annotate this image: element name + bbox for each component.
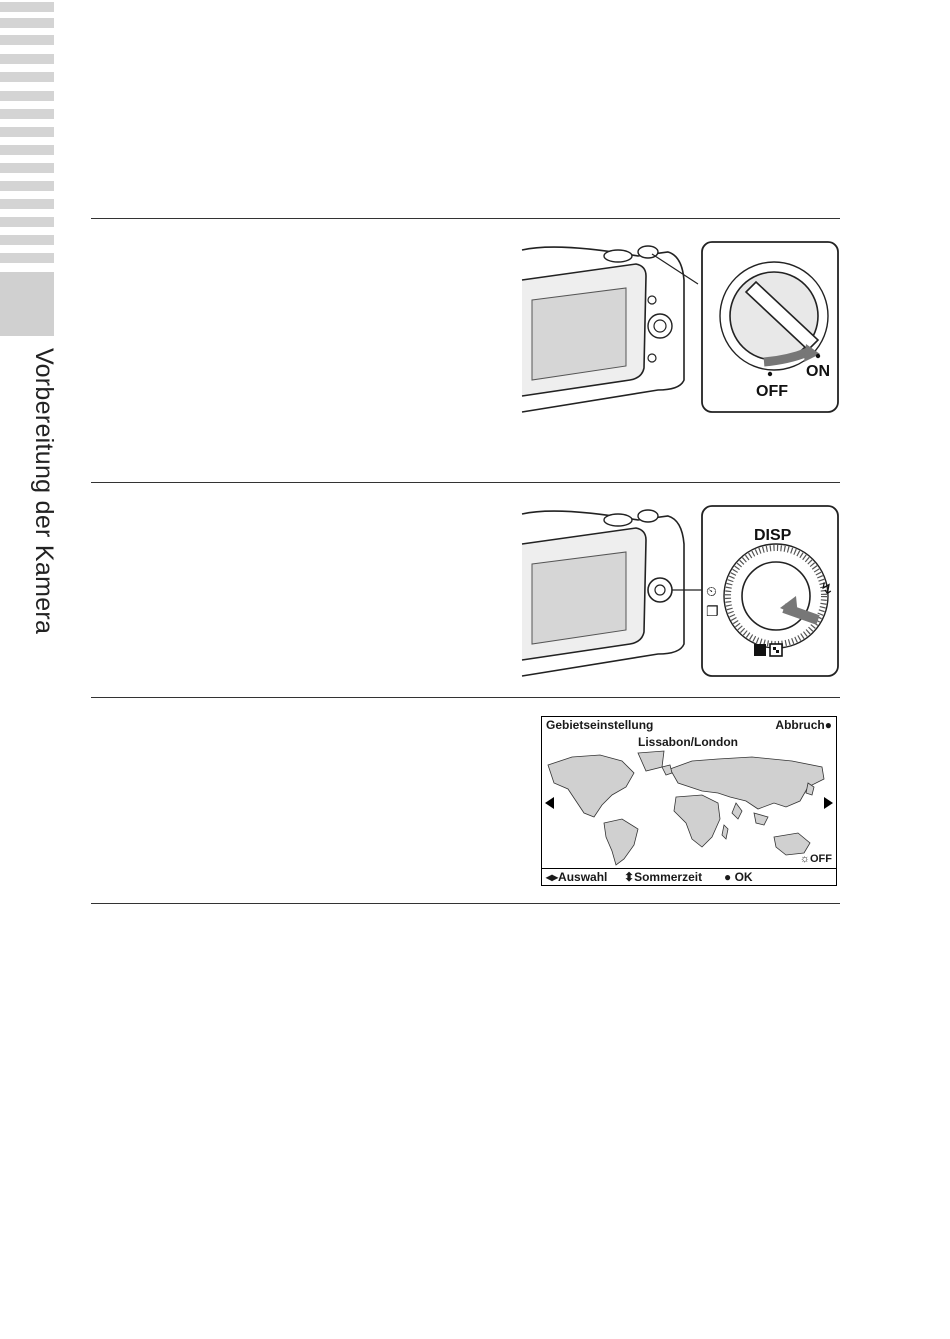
dst-state: OFF [810, 853, 832, 865]
disp-label: DISP [754, 527, 792, 544]
section-divider [91, 697, 840, 698]
section-divider [91, 903, 840, 904]
select-hint-label: Auswahl [558, 870, 608, 884]
chapter-tab-active [0, 272, 54, 336]
svg-text:⏲: ⏲ [706, 584, 717, 600]
scroll-left-icon[interactable] [545, 797, 554, 809]
select-hint [546, 870, 607, 884]
section-divider [91, 218, 840, 219]
cancel-button[interactable] [775, 718, 832, 732]
cancel-label: Abbruch [775, 718, 825, 732]
screen-header [542, 717, 836, 733]
sun-icon: ☼ [799, 853, 810, 865]
ok-hint[interactable] [724, 870, 753, 884]
up-down-arrows-icon: ⬍ [624, 870, 635, 884]
button-dot-icon: ● [824, 718, 832, 732]
world-map [542, 747, 835, 869]
left-right-arrows-icon: ◂▸ [546, 870, 559, 884]
power-switch-illustration [518, 240, 840, 416]
svg-text:❐: ❐ [706, 604, 719, 620]
button-dot-icon: ● [724, 870, 732, 884]
daylight-saving-indicator [800, 853, 832, 865]
off-label: OFF [756, 383, 788, 400]
selected-city: Lissabon/London [638, 735, 738, 749]
screen-footer [542, 868, 836, 885]
scroll-right-icon[interactable] [824, 797, 833, 809]
screen-title: Gebietseinstellung [546, 718, 654, 732]
chapter-title: Vorbereitung der Kamera [30, 348, 58, 635]
ok-label: OK [734, 870, 753, 884]
dst-hint-label: Sommerzeit [634, 870, 703, 884]
dst-hint [624, 870, 702, 884]
on-label: ON [806, 363, 830, 380]
control-wheel-illustration [518, 504, 840, 680]
section-divider [91, 482, 840, 483]
svg-text:↯: ↯ [820, 579, 834, 598]
chapter-tab-stripes [0, 0, 54, 268]
area-setting-screen [541, 716, 837, 886]
